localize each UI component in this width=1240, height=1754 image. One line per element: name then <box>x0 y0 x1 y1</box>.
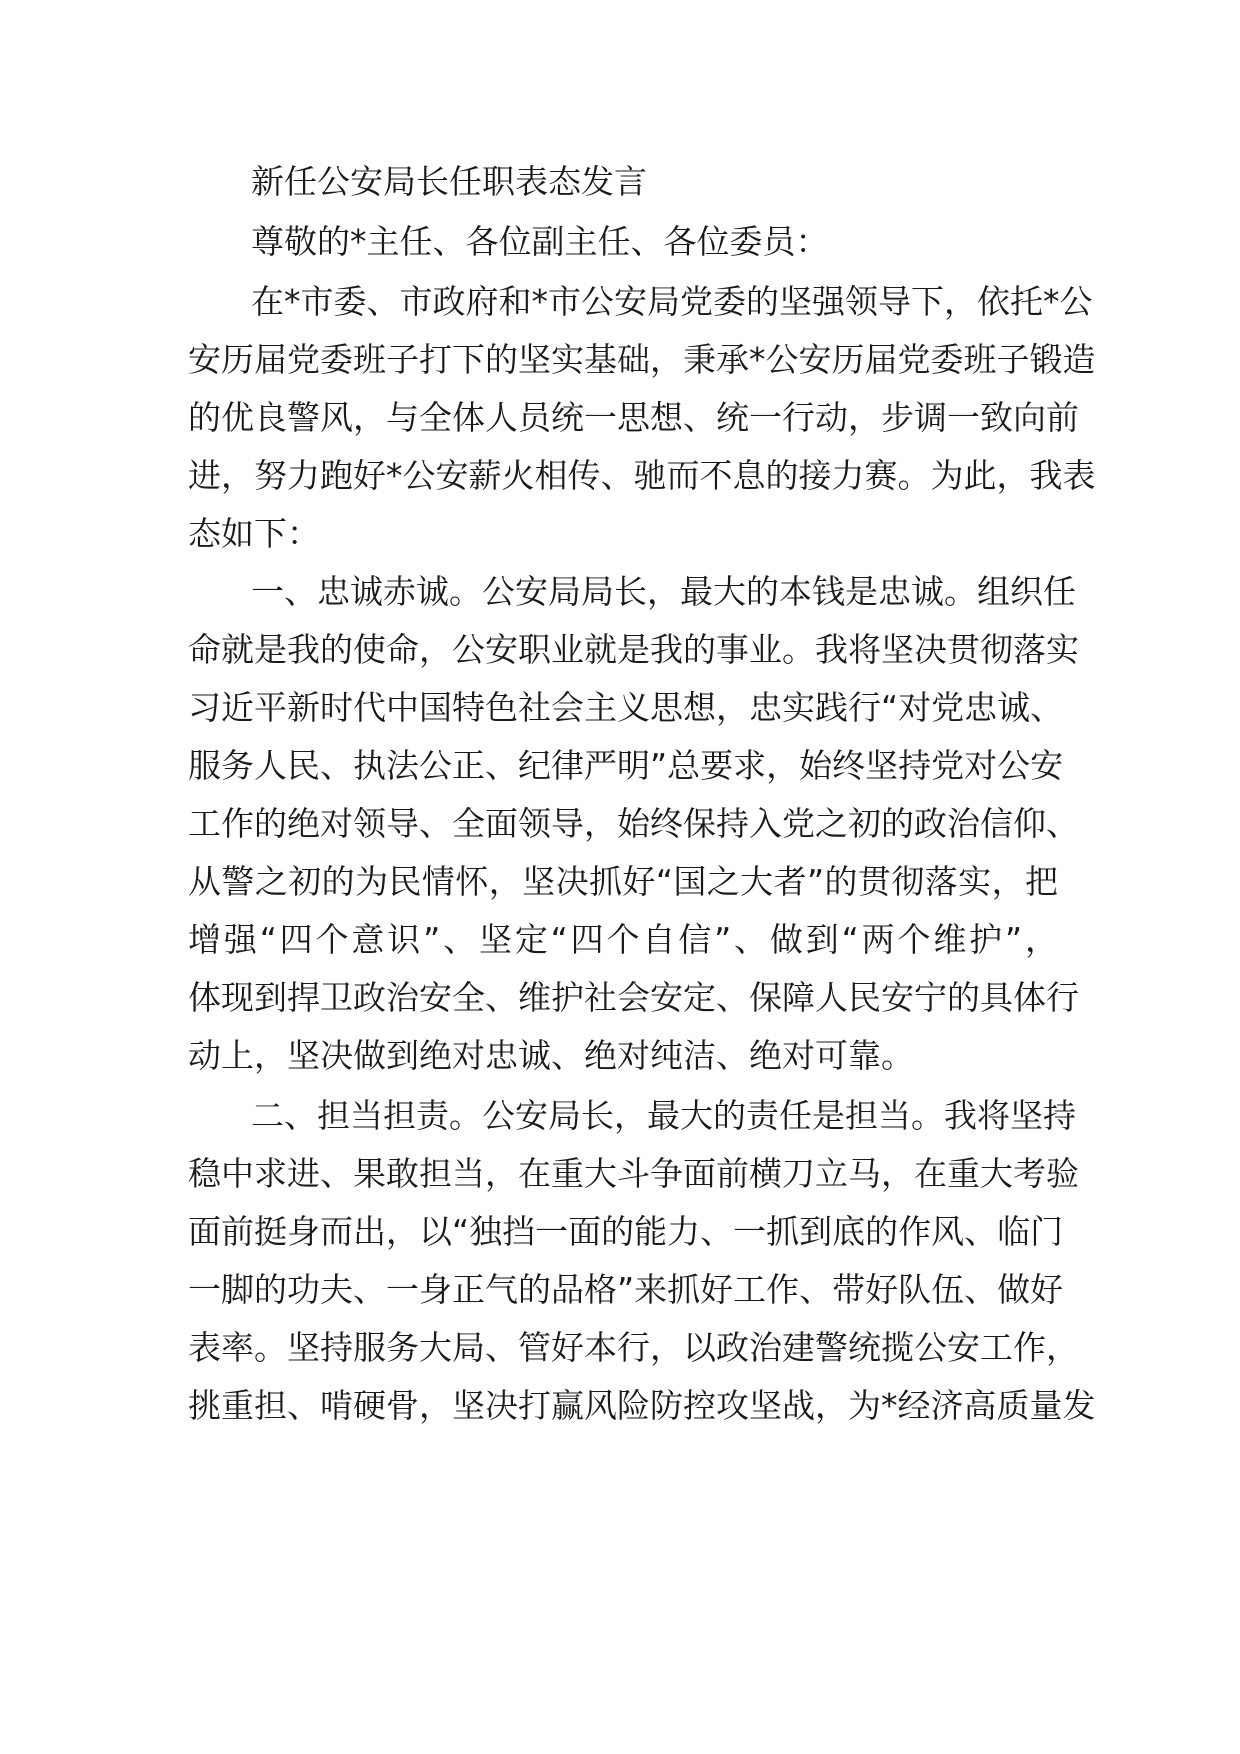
paragraph-line: 面前挺身而出，以“独挡一面的能力、一抓到底的作风、临门 <box>188 1212 1064 1251</box>
paragraph-line: 工作的绝对领导、全面领导，始终保持入党之初的政治信仰、 <box>188 804 1079 843</box>
document-title: 新任公安局长任职表态发言 <box>251 162 647 201</box>
paragraph-line: 在*市委、市政府和*市公安局党委的坚强领导下，依托*公 <box>251 282 1093 321</box>
paragraph-line: 挑重担、啃硬骨，坚决打赢风险防控攻坚战，为*经济高质量发 <box>188 1386 1096 1425</box>
paragraph-line: 稳中求进、果敢担当，在重大斗争面前横刀立马，在重大考验 <box>188 1154 1079 1193</box>
paragraph-line: 动上，坚决做到绝对忠诚、绝对纯洁、绝对可靠。 <box>188 1036 914 1075</box>
paragraph-line: 服务人民、执法公正、纪律严明”总要求，始终坚持党对公安 <box>188 746 1064 785</box>
paragraph-line: 态如下： <box>188 514 320 553</box>
paragraph-line: 二、担当担责。公安局长，最大的责任是担当。我将坚持 <box>251 1096 1076 1135</box>
paragraph-line: 习近平新时代中国特色社会主义思想，忠实践行“对党忠诚、 <box>188 688 1064 727</box>
paragraph-line: 一、忠诚赤诚。公安局局长，最大的本钱是忠诚。组织任 <box>251 572 1076 611</box>
paragraph-line: 的优良警风，与全体人员统一思想、统一行动，步调一致向前 <box>188 398 1079 437</box>
paragraph-line: 体现到捍卫政治安全、维护社会安定、保障人民安宁的具体行 <box>188 978 1079 1017</box>
paragraph-line: 表率。坚持服务大局、管好本行，以政治建警统揽公安工作， <box>188 1328 1079 1367</box>
paragraph-line: 一脚的功夫、一身正气的品格”来抓好工作、带好队伍、做好 <box>188 1270 1064 1309</box>
paragraph-line: 安历届党委班子打下的坚实基础，秉承*公安历届党委班子锻造 <box>188 340 1096 379</box>
paragraph-line: 增强“四个意识”、坚定“四个自信”、做到“两个维护”， <box>188 920 1058 959</box>
paragraph-line: 进，努力跑好*公安薪火相传、驰而不息的接力赛。为此，我表 <box>188 456 1096 495</box>
salutation: 尊敬的*主任、各位副主任、各位委员： <box>251 222 829 261</box>
paragraph-line: 命就是我的使命，公安职业就是我的事业。我将坚决贯彻落实 <box>188 630 1079 669</box>
paragraph-line: 从警之初的为民情怀，坚决抓好“国之大者”的贯彻落实，把 <box>188 862 1058 901</box>
